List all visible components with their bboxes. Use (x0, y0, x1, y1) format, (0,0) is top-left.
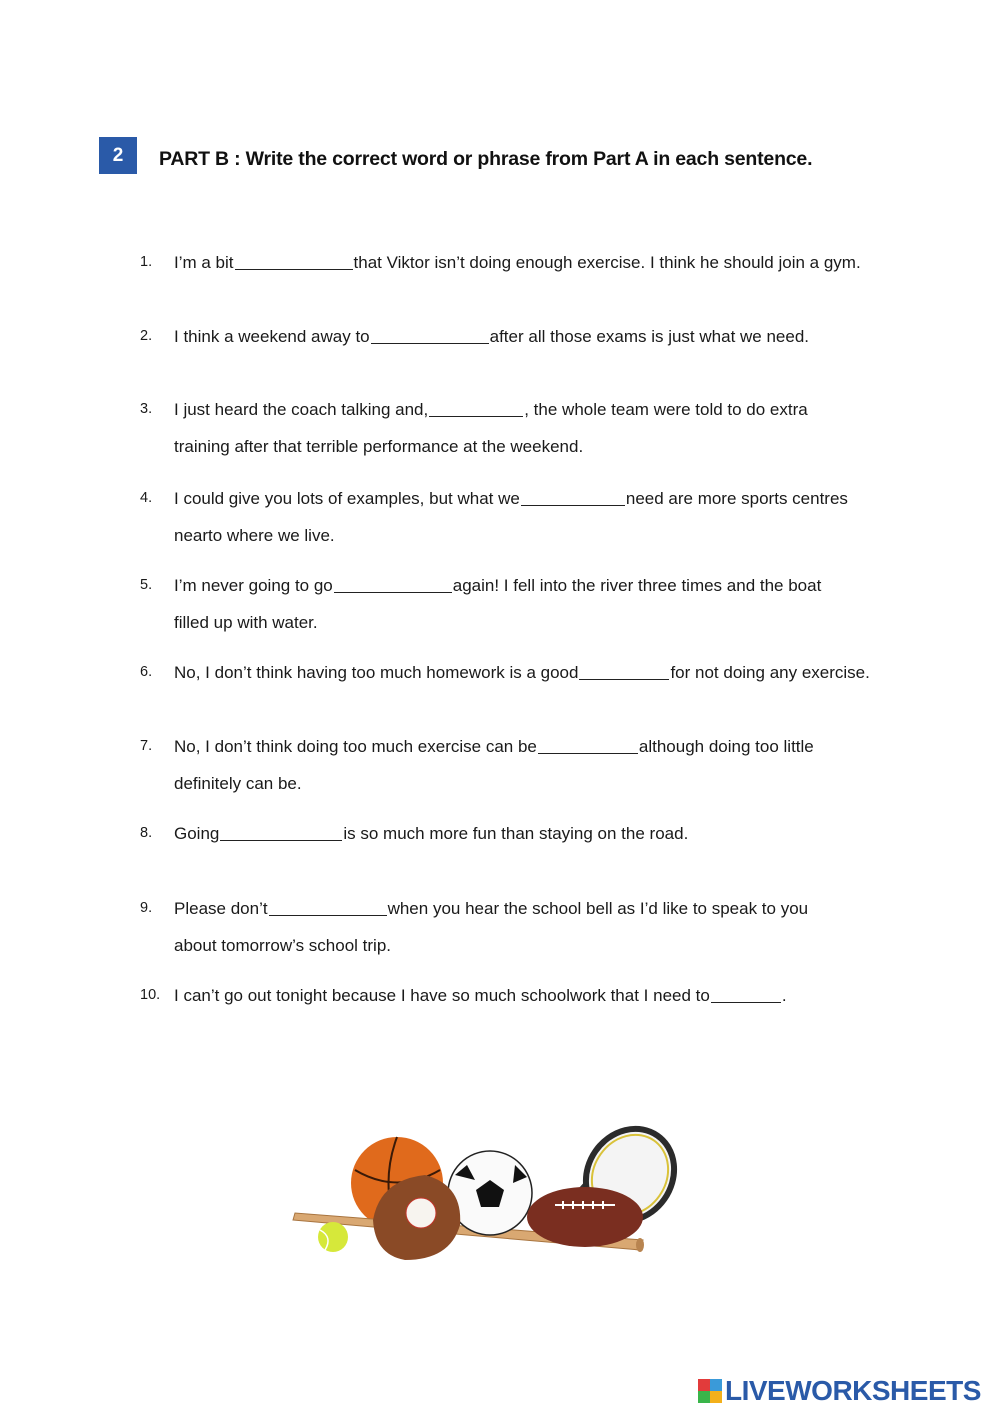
question-number: 4. (140, 490, 153, 506)
question-text: nearto where we live. (174, 526, 335, 545)
question-text: Going (174, 824, 220, 843)
question-line (174, 815, 688, 852)
question-text: I just heard the coach talking and, (174, 400, 429, 419)
football-icon (527, 1187, 643, 1247)
question-line (174, 480, 848, 517)
answer-blank[interactable] (711, 984, 781, 1003)
question-text: I could give you lots of examples, but what we (174, 489, 520, 508)
question-text: I can’t go out tonight because I have so much schoolwork that I need to (174, 986, 710, 1005)
soccer-ball-icon (448, 1151, 532, 1235)
question-line (174, 391, 808, 428)
question-text: . (781, 986, 787, 1005)
question-line (174, 567, 821, 604)
question-text: need are more sports centres (625, 489, 848, 508)
question-number: 9. (140, 900, 153, 916)
question-text: No, I don’t think doing too much exercise can be (174, 737, 537, 756)
question-text: although doing too little (638, 737, 814, 756)
question-text: I think a weekend away to (174, 327, 370, 346)
question-text: is so much more fun than staying on the road. (343, 824, 689, 843)
question-text: when you hear the school bell as I’d like to speak to you (387, 899, 809, 918)
question-number: 8. (140, 825, 153, 841)
question-text: after all those exams is just what we need. (489, 327, 810, 346)
answer-blank[interactable] (429, 398, 523, 417)
question-line (174, 654, 870, 691)
liveworksheets-logo (698, 1375, 981, 1407)
logo-mark-icon (698, 1379, 722, 1403)
question-line (174, 318, 809, 355)
question-number: 1. (140, 254, 153, 270)
question-text: again! I fell into the river three times and the boat (452, 576, 822, 595)
question-number: 10. (140, 987, 161, 1003)
answer-blank[interactable] (220, 822, 342, 841)
question-number: 7. (140, 738, 153, 754)
answer-blank[interactable] (538, 735, 638, 754)
question-line (174, 890, 808, 927)
question-number: 5. (140, 577, 153, 593)
answer-blank[interactable] (579, 661, 669, 680)
question-text: for not doing any exercise. (670, 663, 870, 682)
question-number: 2. (140, 328, 153, 344)
question-text: filled up with water. (174, 613, 318, 632)
question-text: I’m never going to go (174, 576, 333, 595)
answer-blank[interactable] (269, 897, 387, 916)
question-line (174, 244, 861, 281)
question-line (174, 728, 814, 765)
question-text: training after that terrible performance at the weekend. (174, 437, 584, 456)
logo-text: LIVEWORKSHEETS (725, 1375, 981, 1406)
question-line (174, 977, 787, 1014)
answer-blank[interactable] (235, 251, 353, 270)
question-text: , the whole team were told to do extra (524, 400, 808, 419)
question-text: about tomorrow’s school trip. (174, 936, 392, 955)
answer-blank[interactable] (521, 487, 625, 506)
section-number-badge: 2 (99, 137, 137, 174)
question-number: 3. (140, 401, 153, 417)
answer-blank[interactable] (371, 325, 489, 344)
answer-blank[interactable] (334, 574, 452, 593)
question-text: Please don’t (174, 899, 268, 918)
sports-equipment-illustration (285, 1125, 685, 1275)
tennis-ball-icon (318, 1222, 348, 1252)
section-heading: PART B : Write the correct word or phrase from Part A in each sentence. (159, 148, 813, 170)
question-number: 6. (140, 664, 153, 680)
question-text: definitely can be. (174, 774, 302, 793)
question-text: No, I don’t think having too much homework is a good (174, 663, 579, 682)
question-text: that Viktor isn’t doing enough exercise. I think he should join a gym. (353, 253, 861, 272)
question-text: I’m a bit (174, 253, 234, 272)
